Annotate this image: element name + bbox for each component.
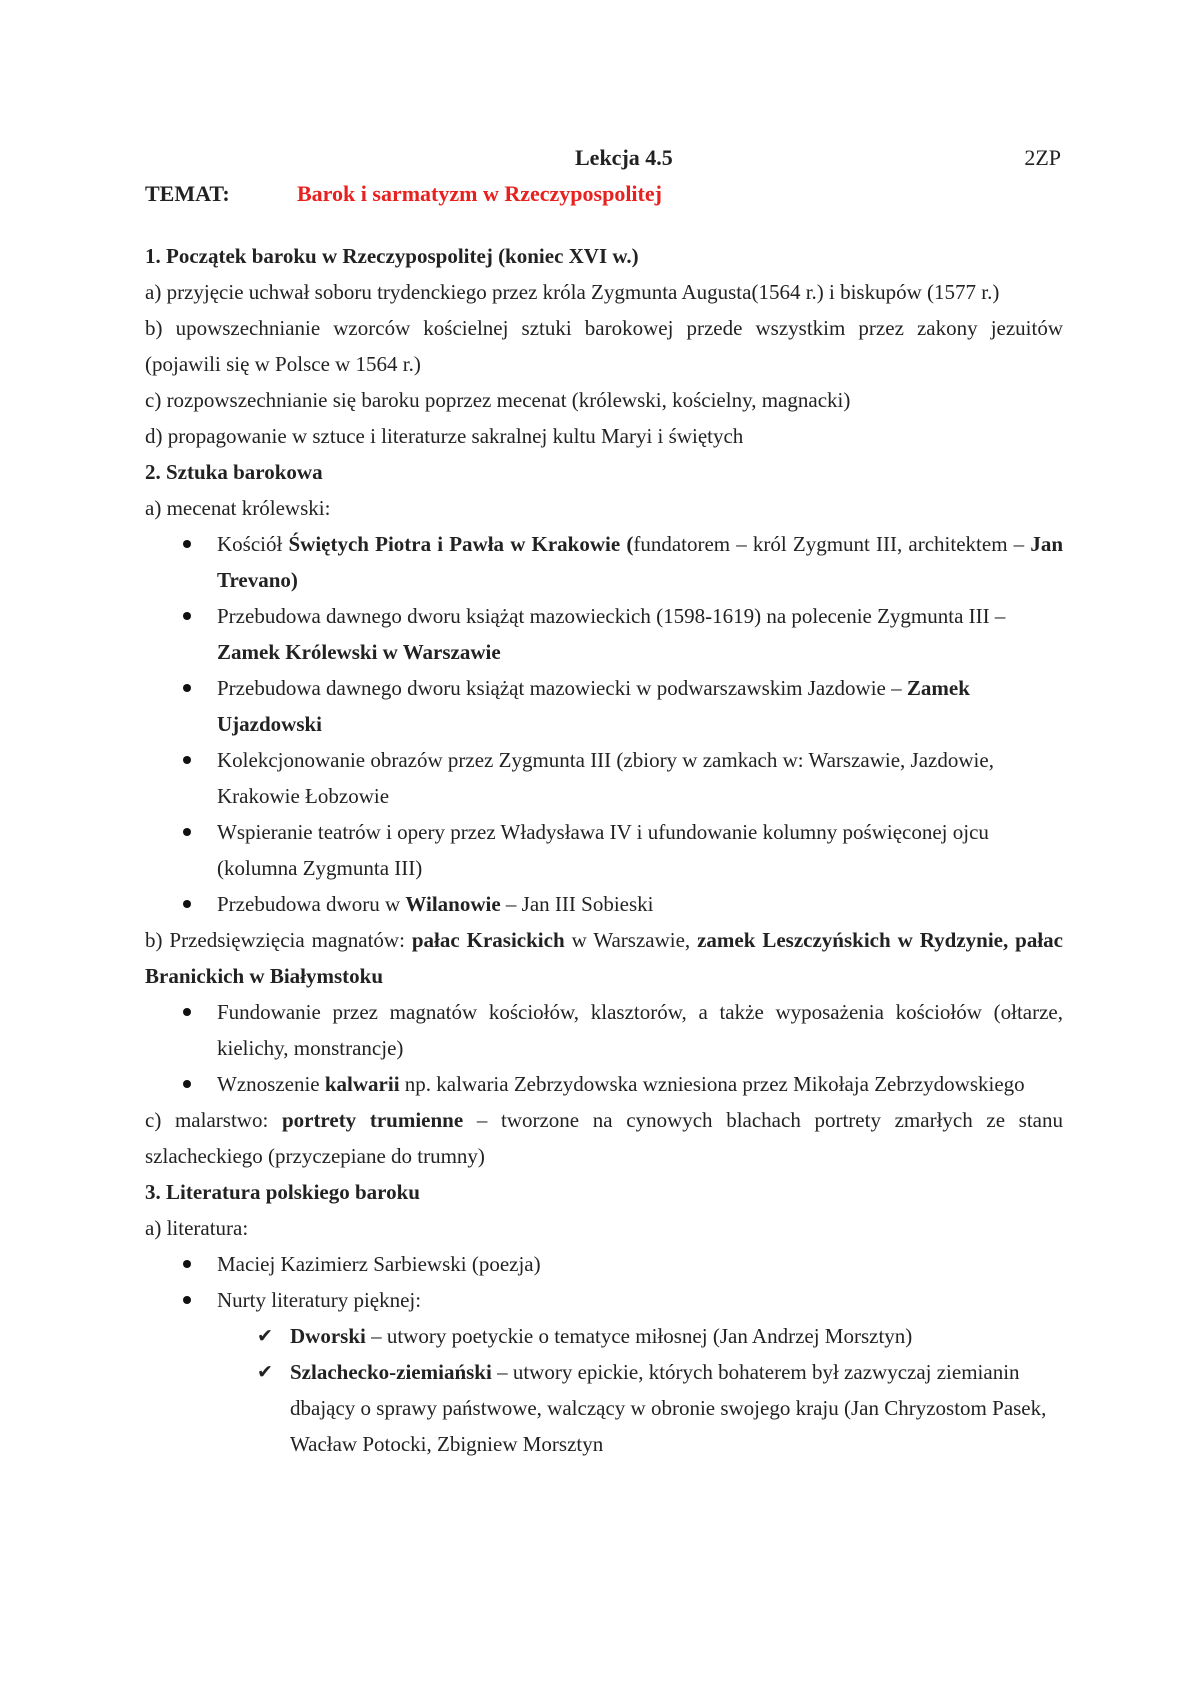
list-item: ✔ Szlachecko-ziemiański – utwory epickie, których bohaterem był zazwyczaj ziemianin dbający o sprawy państwowe, walczący w obronie swojego kraju (Jan Chryzostom Pasek, Wacław Potocki, Zbigniew Morsztyn — [290, 1354, 1063, 1462]
section-3-heading: 3. Literatura polskiego baroku — [145, 1180, 420, 1204]
section-1-point-d: d) propagowanie w sztuce i literaturze sakralnej kultu Maryi i świętych — [145, 424, 744, 448]
check-icon: ✔ — [257, 1325, 273, 1347]
literature-list — [145, 1246, 1063, 1318]
class-code: 2ZP — [1024, 145, 1061, 170]
topic-title: Barok i sarmatyzm w Rzeczypospolitej — [297, 181, 662, 206]
list-item: Wznoszenie kalwarii np. kalwaria Zebrzydowska wzniesiona przez Mikołaja Zebrzydowskiego — [217, 1066, 1063, 1102]
list-item: Wspieranie teatrów i opery przez Władysława IV i ufundowanie kolumny poświęconej ojcu (kolumna Zygmunta III) — [217, 814, 1063, 886]
list-item: Przebudowa dworu w Wilanowie – Jan III Sobieski — [217, 886, 1063, 922]
section-3-point-a: a) literatura: — [145, 1216, 249, 1240]
list-item: Kolekcjonowanie obrazów przez Zygmunta III (zbiory w zamkach w: Warszawie, Jazdowie, Krakowie Łobzowie — [217, 742, 1063, 814]
section-2-point-c: c) malarstwo: portrety trumienne – tworzone na cynowych blachach portrety zmarłych ze stanu szlacheckiego (przyczepiane do trumny) — [145, 1108, 1064, 1168]
list-item: Przebudowa dawnego dworu książąt mazowieckich (1598-1619) na polecenie Zygmunta III – Zamek Królewski w Warszawie — [217, 598, 1063, 670]
section-1-heading: 1. Początek baroku w Rzeczypospolitej (koniec XVI w.) — [145, 244, 639, 268]
spacer — [145, 216, 1063, 238]
list-item: ✔ Dworski – utwory poetyckie o tematyce miłosnej (Jan Andrzej Morsztyn) — [290, 1318, 1063, 1354]
topic-row — [145, 176, 1063, 216]
list-item: Maciej Kazimierz Sarbiewski (poezja) — [217, 1246, 1063, 1282]
royal-patronage-list — [145, 526, 1063, 922]
section-2-point-b: b) Przedsięwzięcia magnatów: pałac Krasickich w Warszawie, zamek Leszczyńskich w Rydzynie, pałac Branickich w Białymstoku — [145, 928, 1063, 988]
magnate-list — [145, 994, 1063, 1102]
header-row — [145, 140, 1063, 176]
list-item: Fundowanie przez magnatów kościołów, klasztorów, a także wyposażenia kościołów (ołtarze, kielichy, monstrancje) — [217, 994, 1063, 1066]
section-2-heading: 2. Sztuka barokowa — [145, 460, 323, 484]
lesson-number: Lekcja 4.5 — [575, 145, 673, 170]
section-2-point-a: a) mecenat królewski: — [145, 496, 331, 520]
document-page — [145, 140, 1063, 1462]
check-icon: ✔ — [257, 1361, 273, 1383]
section-1-point-c: c) rozpowszechnianie się baroku poprzez mecenat (królewski, kościelny, magnacki) — [145, 388, 851, 412]
literature-trends-list — [145, 1318, 1063, 1462]
section-1-point-b: b) upowszechnianie wzorców kościelnej sztuki barokowej przede wszystkim przez zakony jezuitów (pojawili się w Polsce w 1564 r.) — [145, 316, 1063, 376]
list-item: Kościół Świętych Piotra i Pawła w Krakowie (fundatorem – król Zygmunt III, architektem – Jan Trevano) — [217, 526, 1063, 598]
list-item: Nurty literatury pięknej: — [217, 1282, 1063, 1318]
section-1-point-a: a) przyjęcie uchwał soboru trydenckiego przez króla Zygmunta Augusta(1564 r.) i biskupów (1577 r.) — [145, 280, 1000, 304]
topic-label: TEMAT: — [145, 181, 230, 206]
list-item: Przebudowa dawnego dworu książąt mazowiecki w podwarszawskim Jazdowie – Zamek Ujazdowski — [217, 670, 1063, 742]
